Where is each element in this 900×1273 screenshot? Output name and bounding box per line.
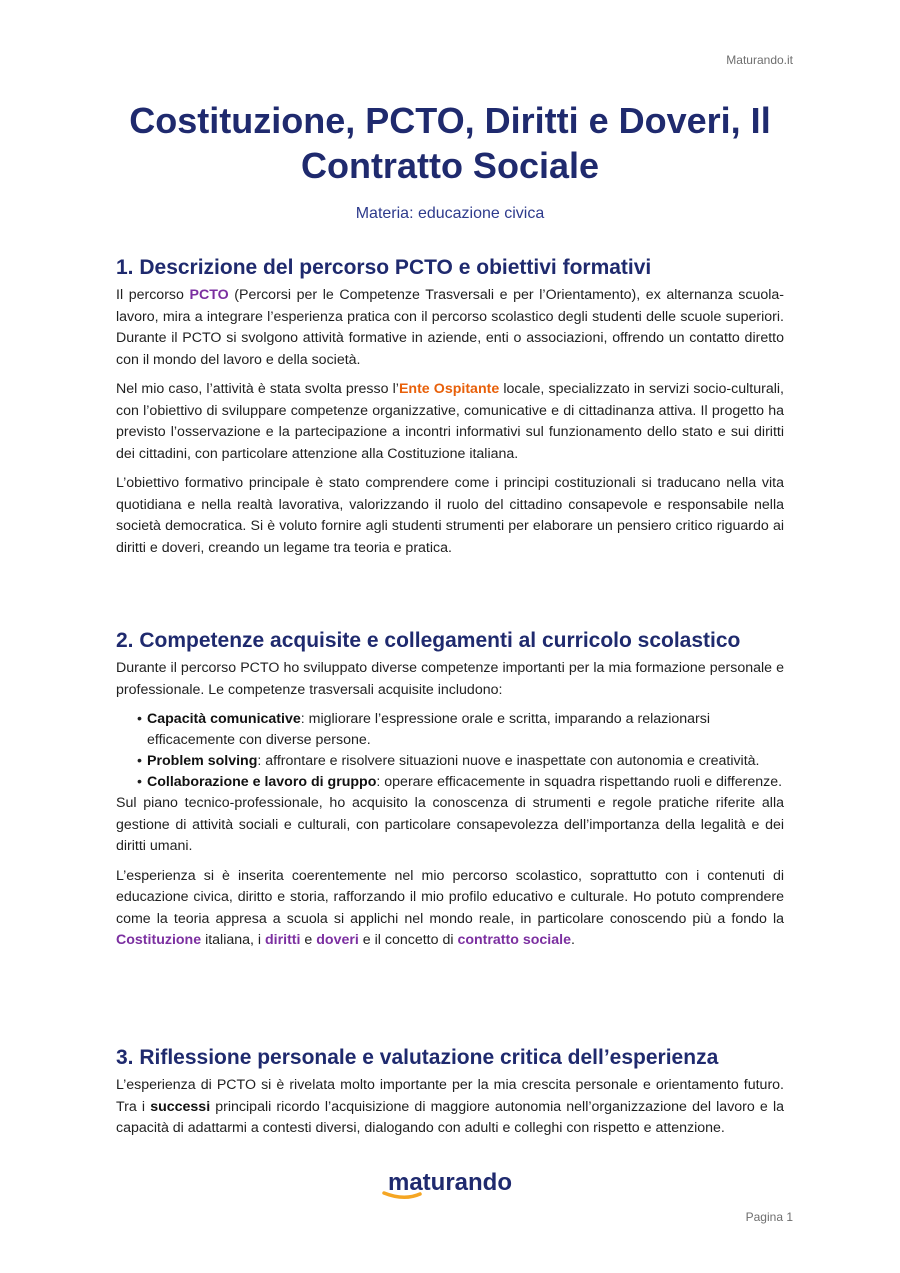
- section-3-heading: 3. Riflessione personale e valutazione critica dell’esperienza: [116, 1046, 719, 1069]
- highlight-successi: successi: [150, 1098, 211, 1115]
- highlight-diritti: diritti: [265, 932, 301, 948]
- skill-description: : affrontare e risolvere situazioni nuove e inaspettate con autonomia e creatività.: [257, 753, 760, 769]
- text-run: Il percorso: [116, 287, 190, 303]
- highlight-contratto-sociale: contratto sociale: [457, 932, 571, 948]
- bullet: •: [137, 711, 142, 727]
- maturando-logo: [0, 1168, 900, 1207]
- list-item: [131, 709, 784, 751]
- maturando-logo-mark: [380, 1168, 520, 1202]
- skill-name: Problem solving: [147, 753, 258, 769]
- bullet: •: [137, 774, 142, 790]
- section-2: [116, 627, 784, 952]
- text-run: .: [570, 932, 575, 948]
- skill-name: Capacità comunicative: [147, 711, 301, 727]
- list-item: [131, 772, 784, 793]
- text-run: e: [300, 932, 317, 948]
- section-3: [116, 1044, 784, 1140]
- section-1-paragraph-2: [116, 379, 784, 465]
- logo-wordmark: maturando: [387, 1169, 513, 1196]
- text-run: L’esperienza si è inserita coerentemente nel mio percorso scolastico, soprattutto con i contenuti di educazione civica, diritto e storia, rafforzando il mio profilo educativo e culturale. Ho potuto comprendere come la teoria appresa a scuola si applichi nel mondo reale, in particolare conoscendo più a fondo la: [116, 867, 784, 927]
- text-run: principali ricordo l’acquisizione di maggiore autonomia nell’organizzazione del lavoro e la capacità di adattarmi a contesti diversi, dialogando con adulti e colleghi con rispetto e attenzione.: [116, 1098, 785, 1136]
- bullet: •: [137, 753, 142, 769]
- section-2-heading: 2. Competenze acquisite e collegamenti al curricolo scolastico: [116, 629, 741, 652]
- page-number: Pagina 1: [745, 1210, 793, 1224]
- subject-subtitle: Materia: educazione civica: [355, 205, 545, 222]
- skill-description: : migliorare l’espressione orale e scritta, imparando a relazionarsi efficacemente con diverse persone.: [147, 711, 711, 748]
- text-run: e il concetto di: [358, 932, 458, 948]
- list-item: [131, 751, 784, 772]
- text-run: italiana, i: [201, 932, 266, 948]
- highlight-costituzione: Costituzione: [116, 932, 202, 948]
- skill-name: Collaborazione e lavoro di gruppo: [147, 774, 377, 790]
- page-title: Costituzione, PCTO, Diritti e Doveri, Il Contratto Sociale: [129, 100, 771, 186]
- section-1-heading: 1. Descrizione del percorso PCTO e obiettivi formativi: [116, 256, 652, 279]
- skill-description: : operare efficacemente in squadra rispettando ruoli e differenze.: [376, 774, 783, 790]
- section-2-intro: Durante il percorso PCTO ho sviluppato diverse competenze importanti per la mia formazione personale e professionale. Le competenze trasversali acquisite includono:: [116, 660, 784, 698]
- section-3-paragraph-1: [116, 1075, 784, 1140]
- highlight-pcto: PCTO: [189, 287, 229, 303]
- section-1-paragraph-3: L’obiettivo formativo principale è stato comprendere come i principi costituzionali si traducano nella vita quotidiana e nella realtà lavorativa, valorizzando il ruolo del cittadino consapevole e responsabile nella società democratica. Si è voluto fornire agli studenti strumenti per elaborare un pensiero critico riguardo ai diritti e doveri, creando un legame tra teoria e pratica.: [116, 475, 784, 556]
- section-1: [116, 254, 784, 559]
- section-1-paragraph-1: [116, 285, 784, 371]
- highlight-doveri: doveri: [316, 932, 359, 948]
- section-2-technical-paragraph: Sul piano tecnico-professionale, ho acquisito la conoscenza di strumenti e regole pratiche riferite alla gestione di attività sociali e culturali, con particolare consapevolezza dell’importanza della legalità e dei diritti umani.: [116, 795, 784, 854]
- section-2-closing-paragraph: [116, 866, 784, 952]
- text-run: (Percorsi per le Competenze Trasversali e per l’Orientamento), ex alternanza scuola-lavoro, mira a integrare l’esperienza pratica con il percorso scolastico degli studenti delle scuole superiori. Durante il PCTO si svolgono attività formative in aziende, enti o associazioni, offrendo un contatto diretto con il mondo del lavoro e della società.: [116, 287, 784, 368]
- skills-list: [116, 709, 784, 793]
- text-run: L’esperienza di PCTO si è rivelata molto importante per la mia crescita personale e orientamento futuro. Tra i: [116, 1077, 784, 1115]
- highlight-ente-ospitante: Ente Ospitante: [398, 381, 500, 397]
- text-run: locale, specializzato in servizi socio-culturali, con l’obiettivo di sviluppare competenze organizzative, comunicative e di cittadinanza attiva. Il progetto ha previsto l’osservazione e la partecipazione a incontri informativi sul funzionamento dello stato e sui diritti dei cittadini, con particolare attenzione alla Costituzione italiana.: [116, 381, 784, 462]
- site-name: Maturando.it: [726, 53, 793, 67]
- text-run: Nel mio caso, l’attività è stata svolta presso l’: [116, 381, 399, 397]
